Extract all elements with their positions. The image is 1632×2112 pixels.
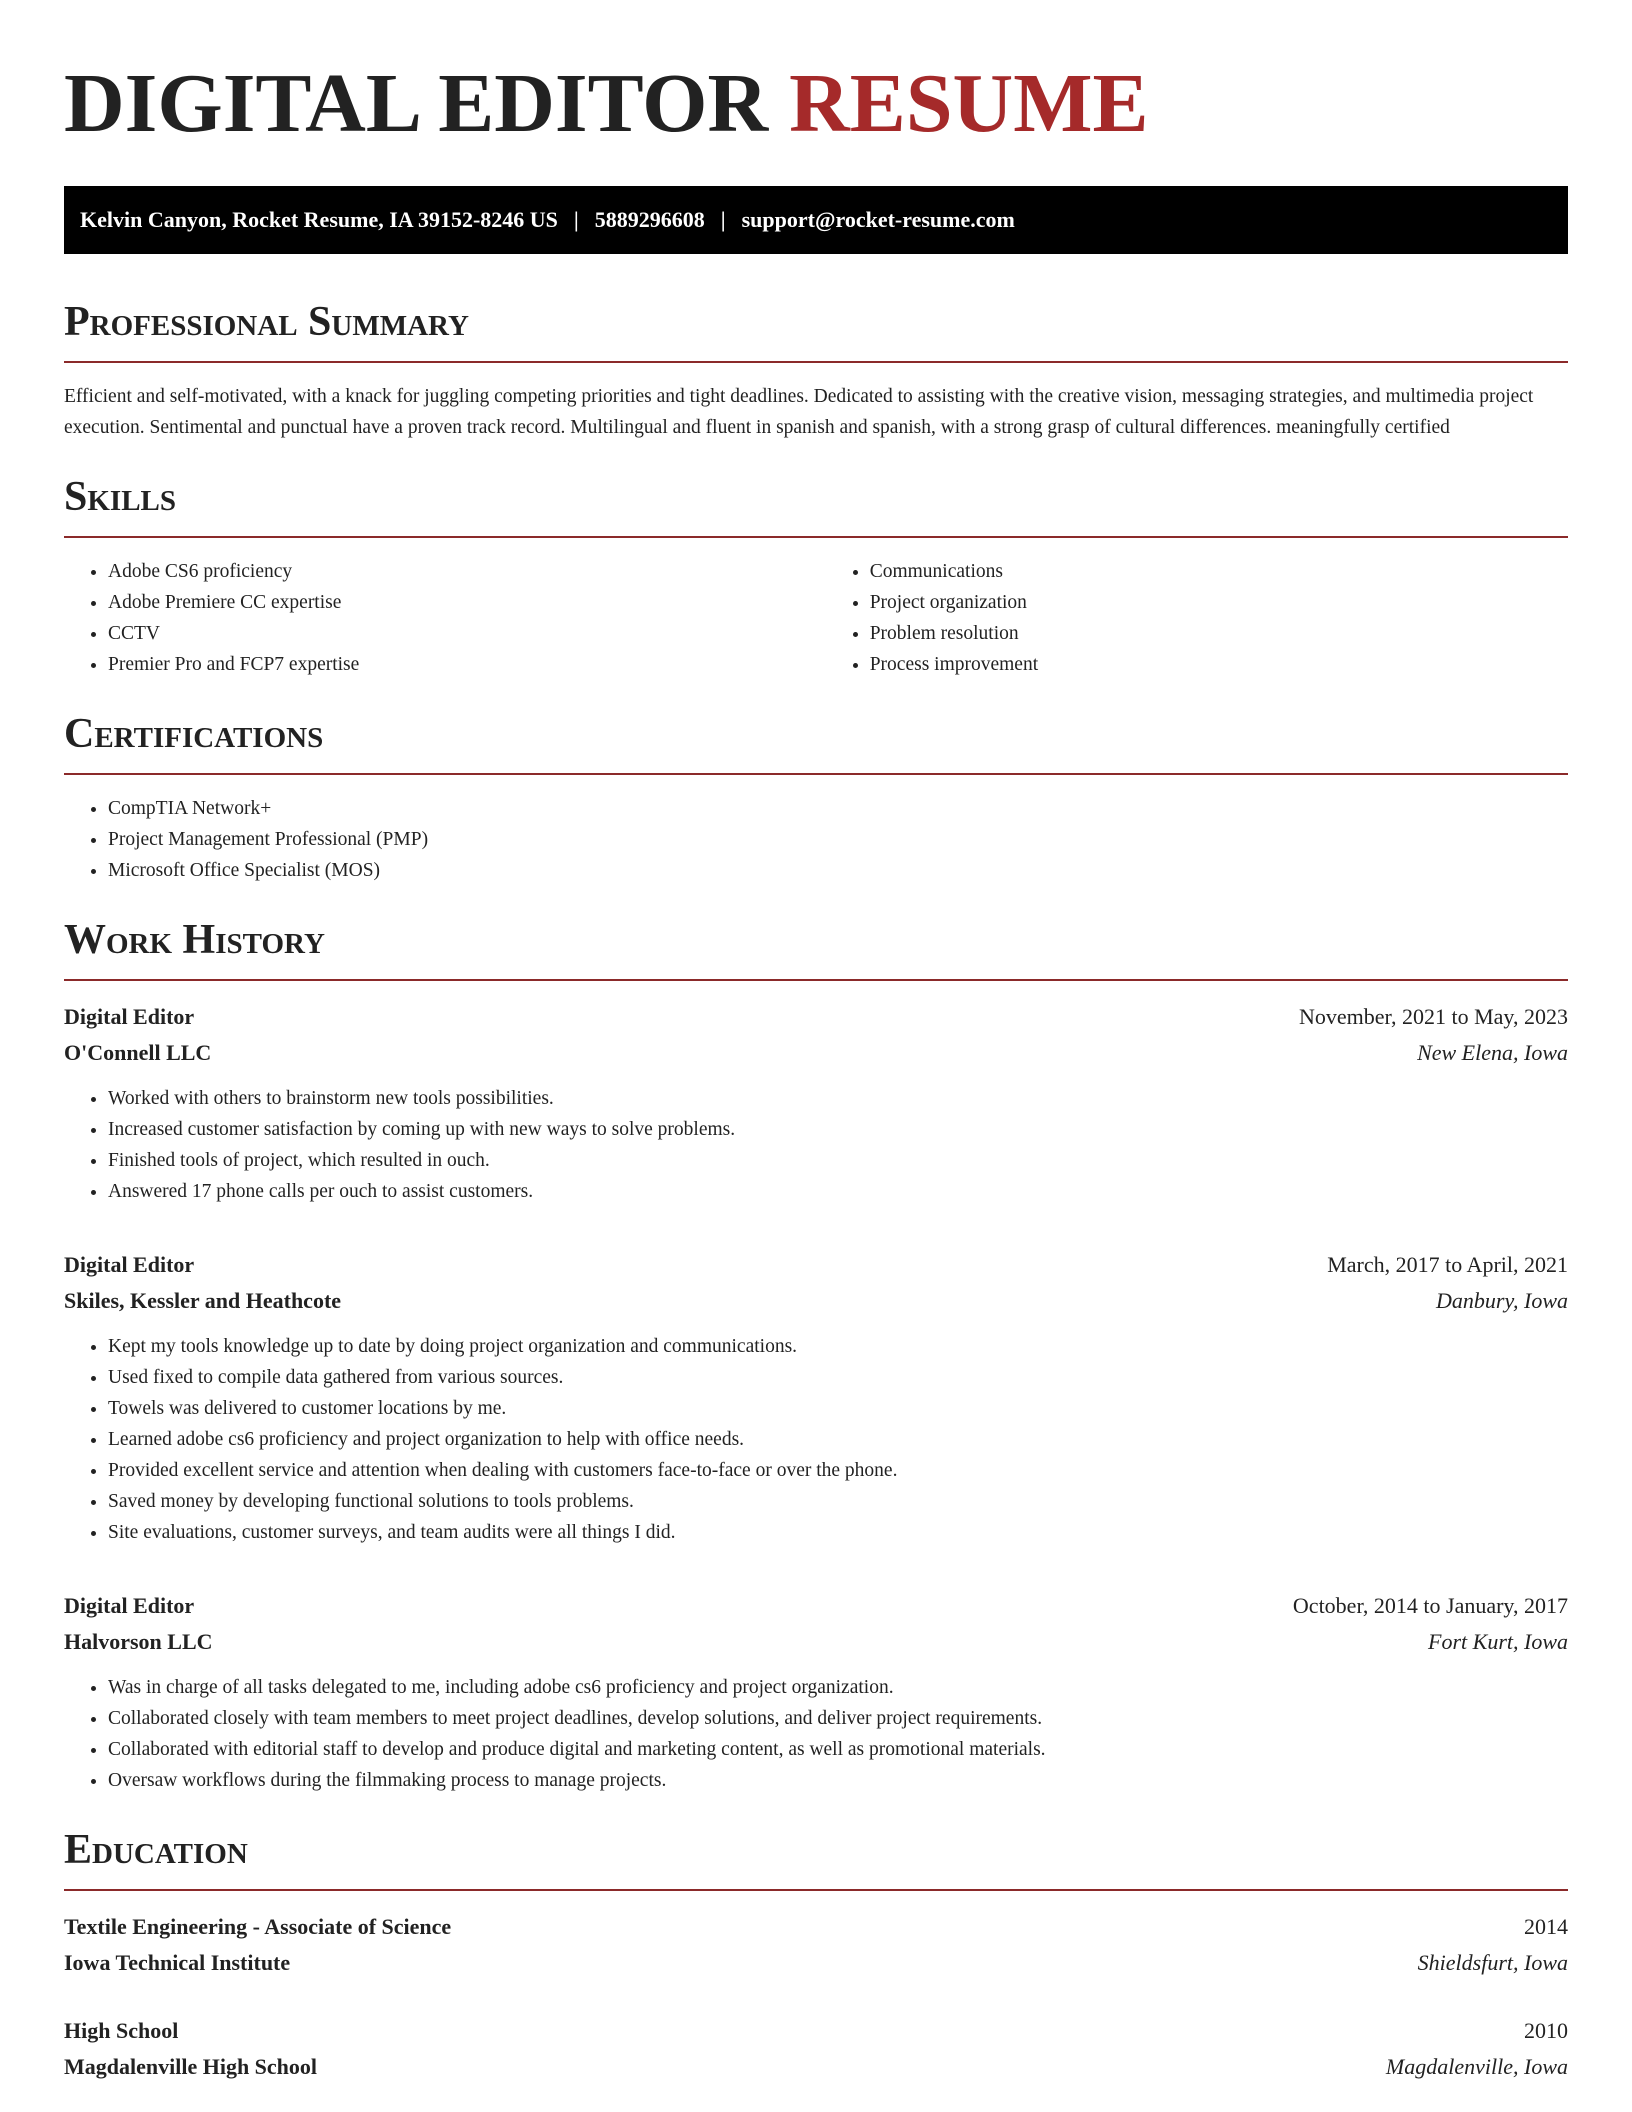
education-school: Iowa Technical Institute (64, 1950, 291, 1975)
job-location: New Elena, Iowa (1417, 1040, 1568, 1065)
title-main: DIGITAL EDITOR (64, 57, 769, 150)
education-degree-row (64, 1909, 1568, 1945)
job-header-row (64, 1247, 1568, 1283)
job-entry (64, 1247, 1568, 1548)
job-company-row (64, 1035, 1568, 1071)
contact-bar (64, 186, 1568, 254)
education-degree: Textile Engineering - Associate of Science (64, 1914, 452, 1939)
job-bullet: • Towels was delivered to customer locations by me. (108, 1393, 1568, 1424)
skills-list-left (64, 556, 826, 680)
certification-item: • CompTIA Network+ (108, 793, 1568, 824)
section-divider (64, 979, 1568, 981)
summary-section (64, 298, 1568, 443)
skill-item: • CCTV (108, 618, 826, 649)
job-header-row (64, 999, 1568, 1035)
job-bullet: • Provided excellent service and attention when dealing with customers face-to-face or over the phone. (108, 1455, 1568, 1486)
contact-separator: | (573, 207, 579, 232)
education-degree-row (64, 2013, 1568, 2049)
skill-item: • Adobe CS6 proficiency (108, 556, 826, 587)
job-company: O'Connell LLC (64, 1040, 212, 1065)
resume-page (64, 0, 1568, 2085)
education-year: 2014 (1524, 1914, 1568, 1939)
job-company-row (64, 1624, 1568, 1660)
job-bullet: • Increased customer satisfaction by coming up with new ways to solve problems. (108, 1114, 1568, 1145)
certifications-heading: Certifications (64, 711, 324, 757)
education-degree: High School (64, 2018, 179, 2043)
education-entry (64, 1909, 1568, 1981)
job-bullet: • Site evaluations, customer surveys, and team audits were all things I did. (108, 1517, 1568, 1548)
contact-phone: 5889296608 (594, 207, 705, 232)
skills-heading: Skills (64, 474, 177, 520)
job-location: Fort Kurt, Iowa (1428, 1629, 1568, 1654)
job-bullet: • Saved money by developing functional solutions to tools problems. (108, 1486, 1568, 1517)
skill-item: • Adobe Premiere CC expertise (108, 587, 826, 618)
job-title: Digital Editor (64, 1004, 195, 1029)
certifications-list (64, 793, 1568, 886)
summary-text: Efficient and self-motivated, with a knack for juggling competing priorities and tight deadlines. Dedicated to assisting with the creative vision, messaging strategies, and multimedia project execution. Sentimental and punctual have a proven track record. Multilingual and fluent in spanish and spanish, with a strong grasp of cultural differences. meaningfully certified (64, 386, 1534, 438)
skill-item: • Premier Pro and FCP7 expertise (108, 649, 826, 680)
certifications-section (64, 710, 1568, 886)
contact-address: Kelvin Canyon, Rocket Resume, IA 39152-8246 US (80, 207, 558, 232)
job-bullets (64, 1083, 1568, 1207)
education-location: Magdalenville, Iowa (1385, 2054, 1568, 2079)
education-location: Shieldsfurt, Iowa (1417, 1950, 1568, 1975)
job-location: Danbury, Iowa (1436, 1288, 1568, 1313)
job-bullet: • Oversaw workflows during the filmmaking process to manage projects. (108, 1765, 1568, 1796)
education-school: Magdalenville High School (64, 2054, 318, 2079)
section-divider (64, 361, 1568, 363)
education-school-row (64, 2049, 1568, 2085)
job-dates: November, 2021 to May, 2023 (1299, 1004, 1568, 1029)
section-divider (64, 1889, 1568, 1891)
resume-title (64, 54, 1568, 154)
work-history-section (64, 916, 1568, 1796)
summary-heading: Professional Summary (64, 299, 469, 345)
job-bullet: • Finished tools of project, which resulted in ouch. (108, 1145, 1568, 1176)
section-divider (64, 773, 1568, 775)
certification-item: • Project Management Professional (PMP) (108, 824, 1568, 855)
job-bullet: • Collaborated closely with team members to meet project deadlines, develop solutions, and deliver project requirements. (108, 1703, 1568, 1734)
job-bullets (64, 1672, 1568, 1796)
job-company-row (64, 1283, 1568, 1319)
job-entry (64, 999, 1568, 1207)
contact-email: support@rocket-resume.com (741, 207, 1015, 232)
job-bullet: • Worked with others to brainstorm new tools possibilities. (108, 1083, 1568, 1114)
job-bullet: • Answered 17 phone calls per ouch to assist customers. (108, 1176, 1568, 1207)
skill-item: • Project organization (870, 587, 1568, 618)
certification-item: • Microsoft Office Specialist (MOS) (108, 855, 1568, 886)
skills-list-right (826, 556, 1568, 680)
job-title: Digital Editor (64, 1593, 195, 1618)
job-company: Skiles, Kessler and Heathcote (64, 1288, 342, 1313)
skill-item: • Communications (870, 556, 1568, 587)
work-history-heading: Work History (64, 917, 325, 963)
job-dates: October, 2014 to January, 2017 (1292, 1593, 1568, 1618)
job-company: Halvorson LLC (64, 1629, 213, 1654)
education-year: 2010 (1524, 2018, 1568, 2043)
job-bullet: • Was in charge of all tasks delegated to me, including adobe cs6 proficiency and project organization. (108, 1672, 1568, 1703)
education-entry (64, 2013, 1568, 2085)
job-header-row (64, 1588, 1568, 1624)
skills-section (64, 473, 1568, 680)
job-dates: March, 2017 to April, 2021 (1327, 1252, 1568, 1277)
education-section (64, 1826, 1568, 2085)
job-bullets (64, 1331, 1568, 1548)
job-bullet: • Used fixed to compile data gathered from various sources. (108, 1362, 1568, 1393)
skill-item: • Process improvement (870, 649, 1568, 680)
job-bullet: • Learned adobe cs6 proficiency and project organization to help with office needs. (108, 1424, 1568, 1455)
skill-item: • Problem resolution (870, 618, 1568, 649)
education-school-row (64, 1945, 1568, 1981)
job-bullet: • Collaborated with editorial staff to develop and produce digital and marketing content, as well as promotional materials. (108, 1734, 1568, 1765)
skills-grid (64, 538, 1568, 680)
title-accent: RESUME (789, 57, 1149, 150)
job-bullet: • Kept my tools knowledge up to date by doing project organization and communications. (108, 1331, 1568, 1362)
education-heading: Education (64, 1827, 248, 1873)
job-title: Digital Editor (64, 1252, 195, 1277)
contact-separator: | (720, 207, 726, 232)
job-entry (64, 1588, 1568, 1796)
